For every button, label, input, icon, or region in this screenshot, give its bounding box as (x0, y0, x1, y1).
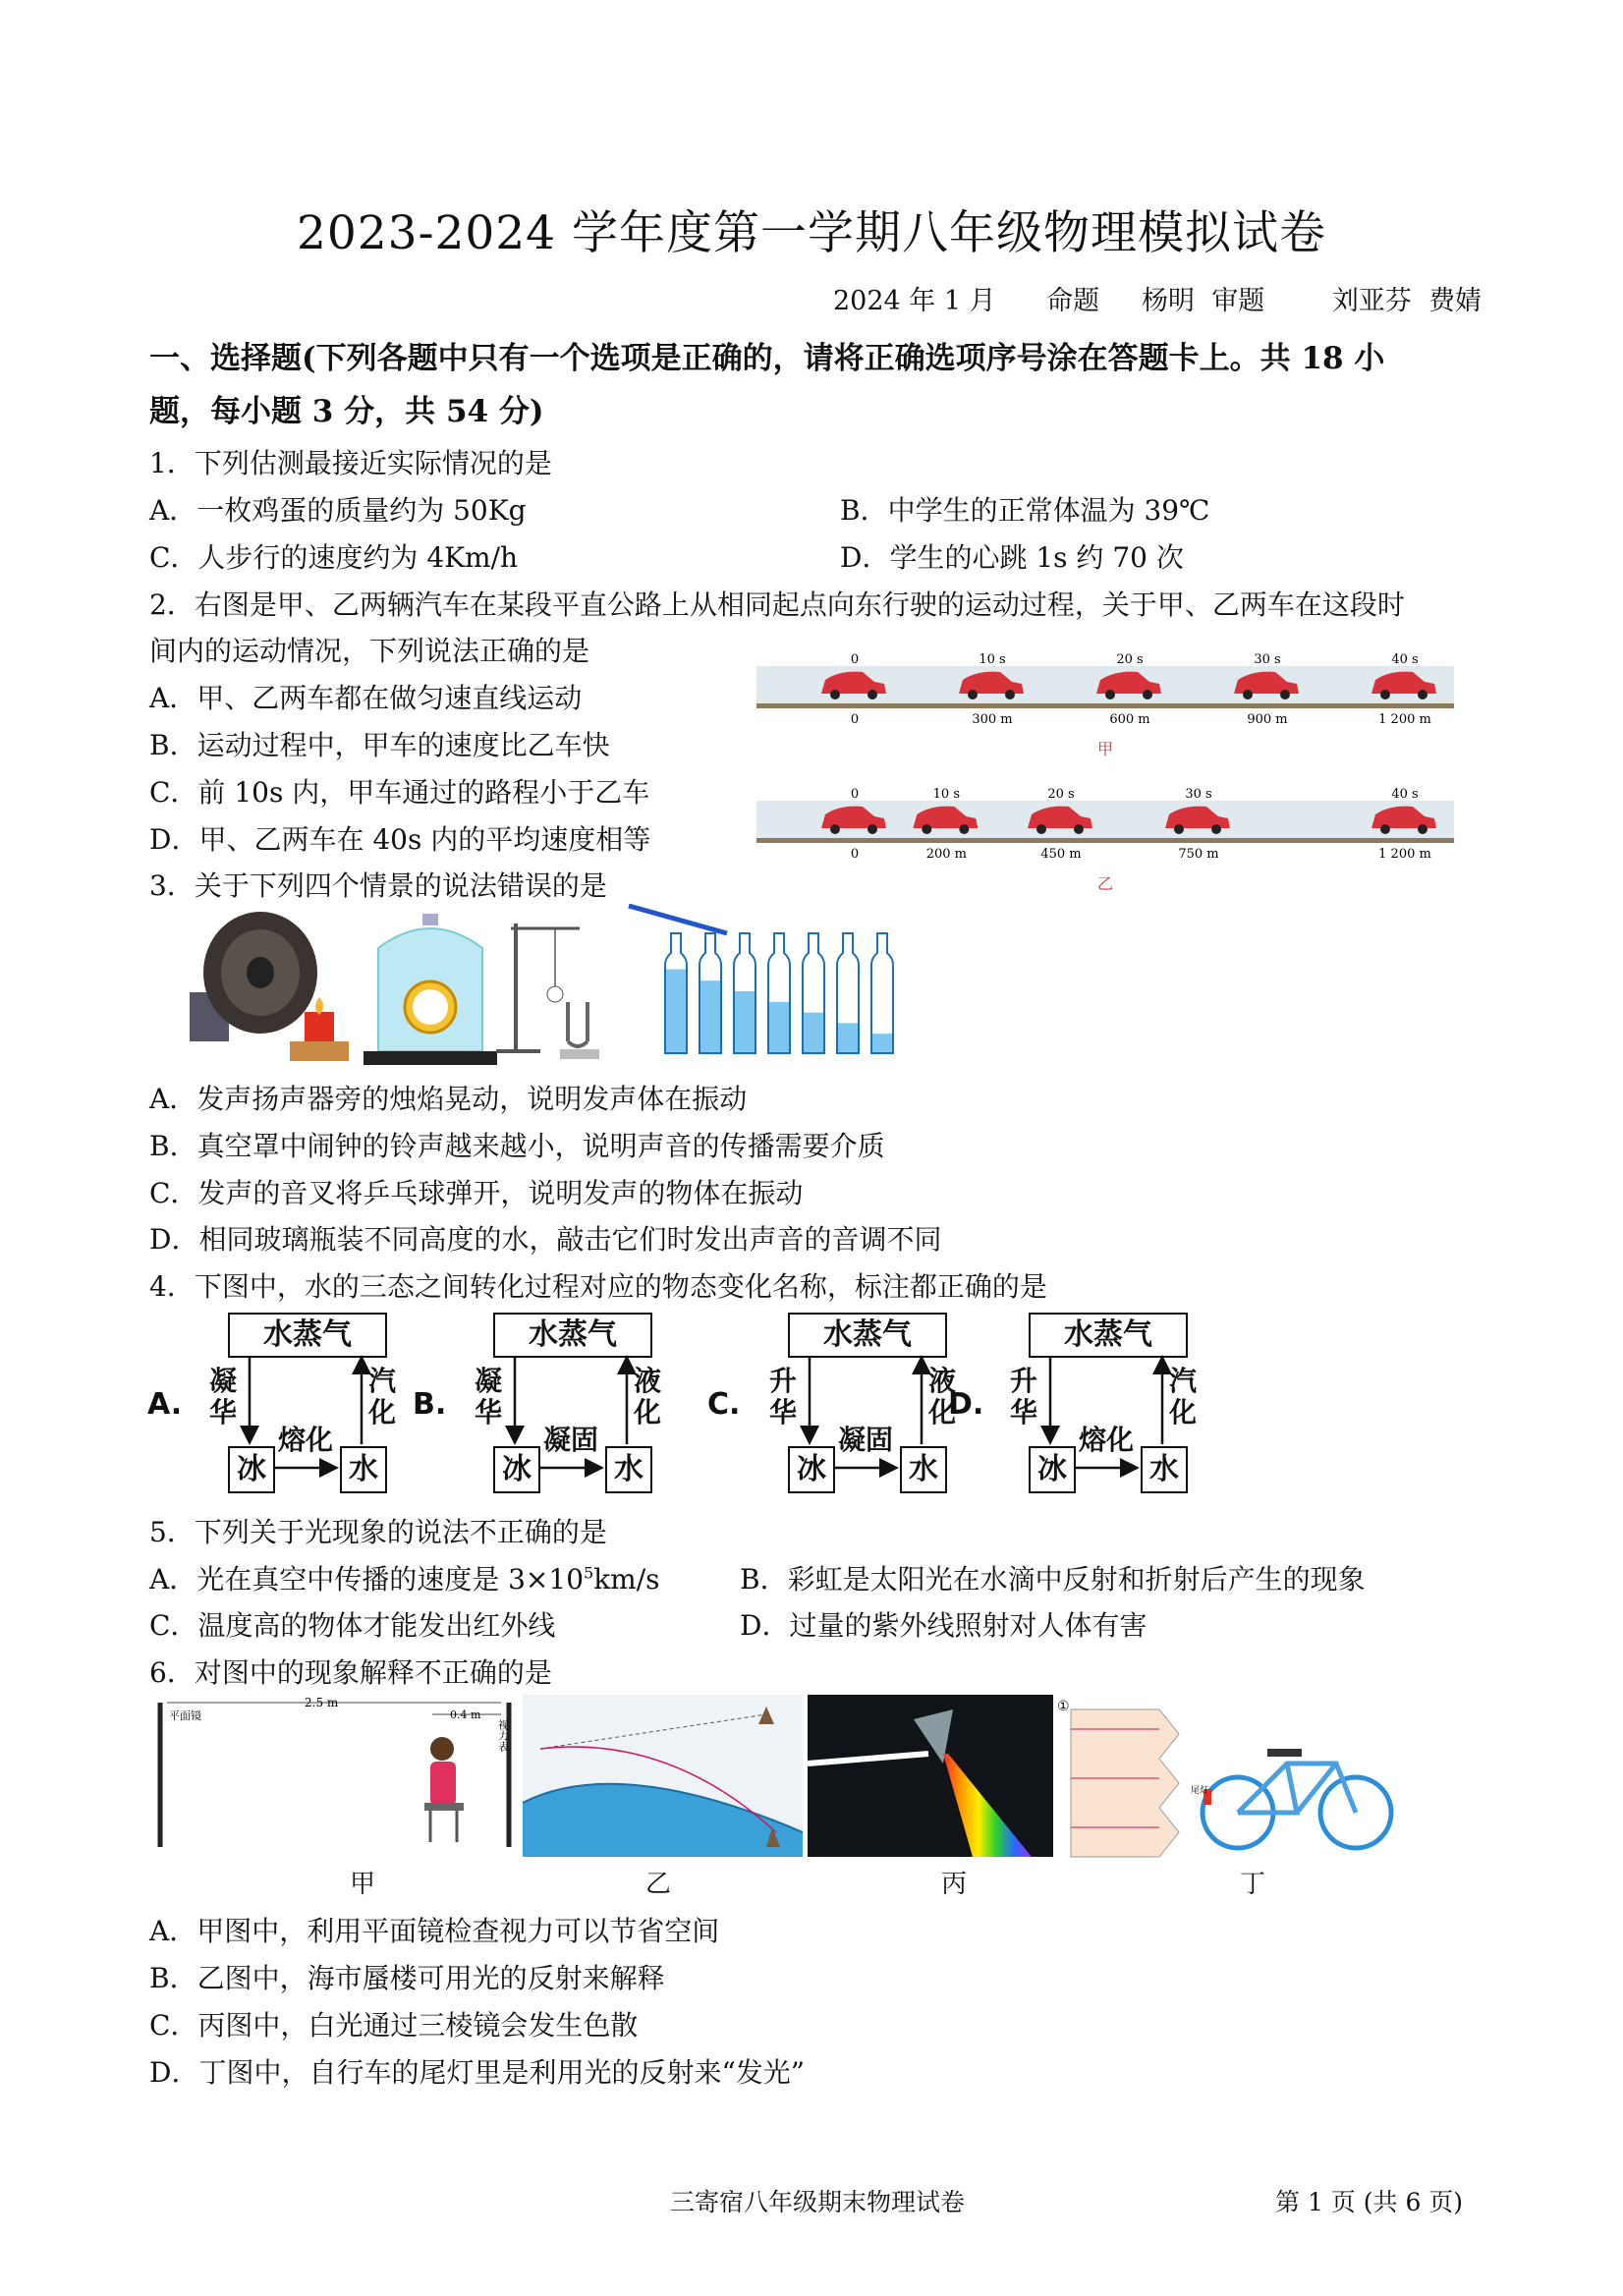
distance-tick-label: 0 (850, 712, 860, 727)
q2-stem-line1: 2．右图是甲、乙两辆汽车在某段平直公路上从相同起点向东行驶的运动过程，关于甲、乙两车在这段时 (149, 588, 1405, 621)
left-arrow-label: 升 华 (1009, 1365, 1037, 1428)
vapor-box: 水蒸气 (788, 1313, 947, 1358)
q2-stem-line2: 间内的运动情况，下列说法正确的是 (149, 635, 590, 667)
left-arrow-label: 升 华 (768, 1365, 797, 1428)
page-number: 第 1 页 (共 6 页) (1275, 2188, 1464, 2216)
arrows (707, 1309, 963, 1505)
time-tick-label: 10 s (979, 652, 1006, 667)
distance-tick-label: 450 m (1040, 847, 1082, 862)
q3-option-d: D．相同玻璃瓶装不同高度的水，敲击它们时发出声音的音调不同 (149, 1223, 942, 1256)
option-letter: B. (413, 1387, 447, 1422)
water-box: 水 (1141, 1446, 1188, 1493)
q2-option-b: B．运动过程中，甲车的速度比乙车快 (149, 729, 610, 761)
time-tick-label: 40 s (1391, 652, 1419, 667)
phase-diagram-a (147, 1309, 403, 1505)
vapor-box: 水蒸气 (228, 1313, 387, 1358)
q3-option-b: B．真空罩中闹钟的铃声越来越小，说明声音的传播需要介质 (149, 1130, 885, 1162)
track-jia (756, 652, 1454, 727)
bicycle-taillight-image (1057, 1699, 1391, 1857)
q5-option-a (149, 1558, 660, 1597)
time-tick-label: 20 s (1047, 787, 1075, 802)
distance-tick-label: 600 m (1109, 712, 1150, 727)
time-tick-label: 0 (850, 652, 860, 667)
distance-tick-label: 750 m (1178, 847, 1219, 862)
q2-option-a: A．甲、乙两车都在做匀速直线运动 (149, 682, 583, 714)
q4-stem: 4．下图中，水的三态之间转化过程对应的物态变化名称，标注都正确的是 (149, 1270, 1047, 1303)
q3-sound-figures (182, 904, 948, 1071)
section-heading-line2: 题，每小题 3 分，共 54 分) (149, 394, 544, 429)
q6-light-figures (157, 1695, 1405, 1862)
vapor-box: 水蒸气 (493, 1313, 652, 1358)
distance-tick-label: 300 m (972, 712, 1013, 727)
page-title: 2023-2024 学年度第一学期八年级物理模拟试卷 (296, 206, 1327, 260)
right-arrow-label: 液 化 (927, 1365, 956, 1428)
section-heading (149, 332, 1384, 438)
q1-option-b: B．中学生的正常体温为 39℃ (840, 494, 1210, 527)
q3-stem: 3．关于下列四个情景的说法错误的是 (149, 869, 607, 902)
bottom-arrow-label: 熔化 (277, 1424, 333, 1456)
right-arrow-label: 汽 化 (1168, 1365, 1197, 1428)
q5-option-c: C．温度高的物体才能发出红外线 (149, 1609, 556, 1642)
exam-meta: 2024 年 1 月 命题 杨明 审题 刘亚芬 费婧 (833, 286, 1483, 316)
ice-box: 冰 (788, 1446, 835, 1493)
chart-label: 视力表 (496, 1719, 510, 1752)
glass-bottle (665, 933, 687, 1053)
q6-option-c: C．丙图中，白光通过三棱镜会发生色散 (149, 2009, 639, 2042)
eye-test-image (160, 1696, 510, 1847)
distance-tick-label: 200 m (925, 847, 967, 862)
q5-option-a-exponent: 5 (584, 1563, 594, 1583)
option-letter: C. (707, 1387, 741, 1422)
q5-option-a-unit: km/s (593, 1563, 660, 1596)
track-yi (756, 787, 1454, 862)
right-arrow-label: 汽 化 (367, 1365, 396, 1428)
glass-bottle (700, 933, 721, 1053)
q5-option-b: B．彩虹是太阳光在水滴中反射和折射后产生的现象 (740, 1563, 1366, 1596)
bottles-image (629, 906, 893, 1053)
glass-bottle (768, 933, 790, 1053)
q3-option-a: A．发声扬声器旁的烛焰晃动，说明发声体在振动 (149, 1083, 748, 1115)
caption-ding: 丁 (1240, 1870, 1266, 1899)
time-tick-label: 30 s (1185, 787, 1212, 802)
phase-diagram-b (413, 1309, 668, 1505)
q1-option-d: D．学生的心跳 1s 约 70 次 (840, 541, 1184, 574)
q2-option-d: D．甲、乙两车在 40s 内的平均速度相等 (149, 823, 651, 856)
phase-diagram-d (948, 1309, 1203, 1505)
arrows (147, 1309, 403, 1505)
circled-number: ① (1057, 1699, 1070, 1714)
q4-phase-diagrams (147, 1309, 1228, 1505)
time-tick-label: 10 s (932, 787, 961, 802)
time-tick-label: 30 s (1254, 652, 1281, 667)
caption-yi: 乙 (645, 1870, 672, 1899)
speaker-candle-image (190, 912, 349, 1061)
q6-stem: 6．对图中的现象解释不正确的是 (149, 1656, 552, 1689)
bottom-arrow-label: 熔化 (1078, 1424, 1134, 1456)
time-tick-label: 40 s (1391, 787, 1419, 802)
caption-bing: 丙 (941, 1870, 968, 1899)
dist-2-5m-label: 2.5 m (305, 1696, 339, 1709)
q2-car-motion-figure (756, 648, 1464, 894)
bell-jar-image (364, 914, 497, 1065)
q6-option-b: B．乙图中，海市蜃楼可用光的反射来解释 (149, 1962, 665, 1994)
ice-box: 冰 (1029, 1446, 1076, 1493)
prism-image (808, 1695, 1053, 1857)
q1-option-a: A．一枚鸡蛋的质量约为 50Kg (149, 494, 527, 527)
arrows (413, 1309, 668, 1505)
q5-option-a-text: A．光在真空中传播的速度是 3×10 (149, 1563, 585, 1596)
glass-bottle (837, 933, 859, 1053)
water-box: 水 (340, 1446, 387, 1493)
glass-bottle (734, 933, 756, 1053)
q2-option-c: C．前 10s 内，甲车通过的路程小于乙车 (149, 776, 650, 809)
q1-stem: 1．下列估测最接近实际情况的是 (149, 447, 552, 479)
q5-option-d: D．过量的紫外线照射对人体有害 (740, 1609, 1147, 1642)
arrows (948, 1309, 1203, 1505)
section-heading-line1: 一、选择题(下列各题中只有一个选项是正确的，请将正确选项序号涂在答题卡上。共 18 小 (149, 341, 1385, 376)
tuning-fork-image (496, 924, 599, 1059)
glass-bottle (803, 933, 824, 1053)
water-box: 水 (900, 1446, 947, 1493)
q6-option-d: D．丁图中，自行车的尾灯里是利用光的反射来“发光” (149, 2056, 806, 2089)
distance-tick-label: 1 200 m (1378, 847, 1431, 862)
time-tick-label: 0 (850, 787, 860, 802)
q1-option-c: C．人步行的速度约为 4Km/h (149, 541, 519, 574)
track-jia-label: 甲 (1096, 740, 1114, 758)
option-letter: D. (948, 1387, 984, 1422)
track-yi-label: 乙 (1096, 874, 1114, 893)
ice-box: 冰 (228, 1446, 275, 1493)
distance-tick-label: 0 (850, 847, 860, 862)
q5-stem: 5．下列关于光现象的说法不正确的是 (149, 1516, 607, 1548)
bottom-arrow-label: 凝固 (837, 1424, 893, 1456)
distance-tick-label: 1 200 m (1378, 712, 1431, 727)
taillight-label: 尾灯 (1191, 1786, 1209, 1796)
mirror-label: 平面镜 (169, 1709, 201, 1722)
right-arrow-label: 液 化 (633, 1365, 661, 1428)
bottom-arrow-label: 凝固 (542, 1424, 598, 1456)
mirage-image (523, 1695, 803, 1857)
water-box: 水 (605, 1446, 652, 1493)
distance-tick-label: 900 m (1247, 712, 1288, 727)
ice-box: 冰 (493, 1446, 540, 1493)
glass-bottle (871, 933, 893, 1053)
phase-diagram-c (707, 1309, 963, 1505)
left-arrow-label: 凝 华 (474, 1365, 502, 1428)
footer-title: 三寄宿八年级期末物理试卷 (670, 2188, 966, 2216)
q3-option-c: C．发声的音叉将乒乓球弹开，说明发声的物体在振动 (149, 1177, 804, 1209)
vapor-box: 水蒸气 (1029, 1313, 1188, 1358)
dist-0-4m-label: 0.4 m (450, 1708, 481, 1721)
left-arrow-label: 凝 华 (208, 1365, 237, 1428)
q6-option-a: A．甲图中，利用平面镜检查视力可以节省空间 (149, 1915, 720, 1947)
option-letter: A. (147, 1387, 183, 1422)
time-tick-label: 20 s (1116, 652, 1144, 667)
caption-jia: 甲 (350, 1870, 376, 1899)
